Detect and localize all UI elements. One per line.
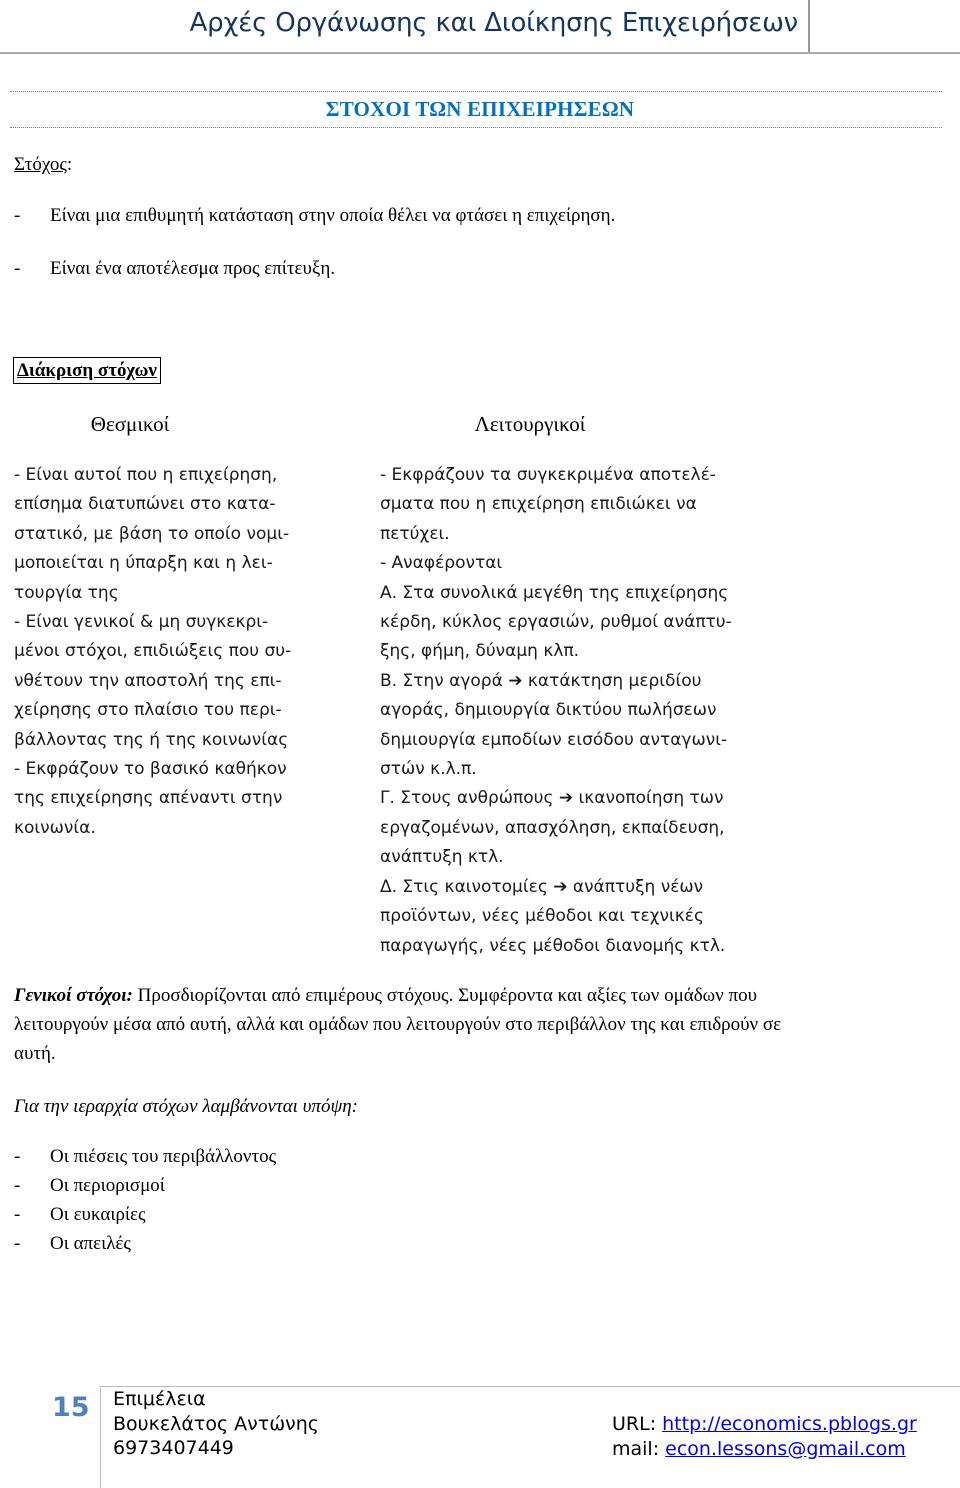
mail-label: mail:: [612, 1437, 666, 1460]
text-line: κέρδη, κύκλος εργασιών, ρυθμοί ανάπτυ-: [380, 612, 732, 633]
text-fragment: ανάπτυξη νέων: [572, 876, 704, 897]
goal-item: - Είναι μια επιθυμητή κατάσταση στην οποία θέλει να φτάσει η επιχείρηση.: [14, 205, 616, 226]
text-line: χείρησης στο πλαίσιο του περι-: [14, 700, 282, 721]
text-line: στατικό, με βάση το οποίο νομι-: [14, 523, 290, 544]
footer-divider: [100, 1386, 101, 1488]
text-fragment: Δ. Στις καινοτομίες: [380, 876, 548, 897]
hierarchy-list: [14, 1142, 276, 1258]
page-number: 15: [52, 1392, 90, 1423]
author-name: Βουκελάτος Αντώνης: [113, 1412, 319, 1435]
text-fragment: κατάκτηση μεριδίου: [527, 670, 702, 691]
list-item-text: Οι ευκαιρίες: [50, 1204, 146, 1225]
url-label: URL:: [612, 1413, 663, 1435]
text-line: στών κ.λ.π.: [380, 759, 477, 780]
text-line: [380, 873, 732, 902]
text-fragment: Προσδιορίζονται από επιμέρους στόχους. Συμφέροντα και αξίες των ομάδων που: [132, 985, 758, 1006]
heading-bottom-rule: [10, 127, 942, 128]
goal-item-text: Είναι μια επιθυμητή κατάσταση στην οποία θέλει να φτάσει η επιχείρηση.: [50, 205, 616, 226]
text-fragment: Γ. Στους ανθρώπους: [380, 788, 554, 809]
institutional-goals-text: [14, 461, 291, 843]
website-link[interactable]: http://economics.pblogs.gr: [662, 1413, 917, 1435]
text-line: μοποιείται η ύπαρξη και η λει-: [14, 553, 273, 574]
text-line: ανάπτυξη κτλ.: [380, 847, 504, 868]
text-line: της επιχείρησης απέναντι στην: [14, 788, 283, 809]
arrow-right-icon: ➔: [553, 876, 568, 897]
text-line: σματα που η επιχείρηση επιδιώκει να: [380, 494, 697, 515]
general-goals-label: Γενικοί στόχοι:: [14, 985, 133, 1006]
header-rule: [0, 52, 960, 54]
institutional-heading: Θεσμικοί: [90, 412, 170, 436]
text-line: πετύχει.: [380, 523, 450, 544]
goal-label-text: Στόχος: [14, 154, 67, 175]
text-line: νθέτουν την αποστολή της επι-: [14, 670, 282, 691]
text-line: Α. Στα συνολικά μεγέθη της επιχείρησης: [380, 582, 729, 603]
text-line: - Είναι γενικοί & μη συγκεκρι-: [14, 612, 269, 633]
document-header-title: Αρχές Οργάνωσης και Διοίκησης Επιχειρήσεων: [189, 8, 798, 38]
list-item: - Οι απειλές: [14, 1233, 131, 1254]
functional-goals-text: [380, 461, 732, 961]
text-line: εργαζομένων, απασχόληση, εκπαίδευση,: [380, 817, 725, 838]
email-link[interactable]: econ.lessons@gmail.com: [665, 1437, 906, 1460]
goal-item: - Είναι ένα αποτέλεσμα προς επίτευξη.: [14, 258, 336, 279]
list-item: - Οι ευκαιρίες: [14, 1204, 146, 1225]
arrow-right-icon: ➔: [558, 788, 574, 809]
text-line: παραγωγής, νέες μέθοδοι διανομής κτλ.: [380, 935, 726, 956]
text-line: ξης, φήμη, δύναμη κλπ.: [380, 641, 580, 662]
hierarchy-intro: Για την ιεραρχία στόχων λαμβάνονται υπόψη:: [14, 1096, 358, 1117]
list-item-text: Οι απειλές: [50, 1233, 131, 1254]
text-line: δημιουργία εμποδίων εισόδου ανταγωνι-: [380, 729, 728, 750]
functional-heading: Λειτουργικοί: [474, 412, 586, 436]
goal-label-colon: :: [66, 154, 73, 175]
text-line: επίσημα διατυπώνει στο κατα-: [14, 494, 276, 515]
goal-item-text: Είναι ένα αποτέλεσμα προς επίτευξη.: [50, 258, 336, 279]
text-line: αυτή.: [14, 1043, 56, 1064]
text-line: αγοράς, δημιουργία δικτύου πωλήσεων: [380, 700, 717, 721]
text-line: [380, 667, 732, 696]
heading-top-rule: [10, 91, 942, 92]
text-line: λειτουργούν μέσα από αυτή, αλλά και ομάδων που λειτουργούν στο περιβάλλον της και επιδρούν σε: [14, 1014, 782, 1035]
goal-label: [14, 150, 72, 179]
footer-contact: [612, 1412, 917, 1461]
list-item-text: Οι περιορισμοί: [50, 1175, 165, 1196]
text-line: - Εκφράζουν τα συγκεκριμένα αποτελέ-: [380, 465, 716, 485]
text-line: κοινωνία.: [14, 817, 96, 838]
editor-label: Επιμέλεια: [113, 1388, 206, 1410]
text-line: βάλλοντας της ή της κοινωνίας: [14, 729, 289, 750]
distinction-title: Διάκριση στόχων: [13, 357, 161, 384]
arrow-right-icon: ➔: [508, 670, 523, 691]
header-divider: [808, 0, 810, 52]
list-item: - Οι πιέσεις του περιβάλλοντος: [14, 1146, 277, 1167]
text-line: - Εκφράζουν το βασικό καθήκον: [14, 759, 287, 780]
text-line: προϊόντων, νέες μέθοδοι και τεχνικές: [380, 906, 704, 927]
section-heading: ΣΤΟΧΟΙ ΤΩΝ ΕΠΙΧΕΙΡΗΣΕΩΝ: [325, 97, 635, 121]
footer-credits: [113, 1387, 319, 1461]
list-item: - Οι περιορισμοί: [14, 1175, 165, 1196]
text-fragment: Β. Στην αγορά: [380, 670, 503, 691]
general-goals-paragraph: [14, 981, 781, 1068]
text-line: τουργία της: [14, 582, 119, 603]
list-item-text: Οι πιέσεις του περιβάλλοντος: [50, 1146, 277, 1167]
phone-number: 6973407449: [113, 1437, 234, 1459]
text-line: - Είναι αυτοί που η επιχείρηση,: [14, 465, 278, 485]
text-line: [380, 784, 732, 813]
text-line: μένοι στόχοι, επιδιώξεις που συ-: [14, 641, 292, 662]
text-fragment: ικανοποίηση των: [578, 788, 724, 809]
text-line: - Αναφέρονται: [380, 553, 503, 574]
